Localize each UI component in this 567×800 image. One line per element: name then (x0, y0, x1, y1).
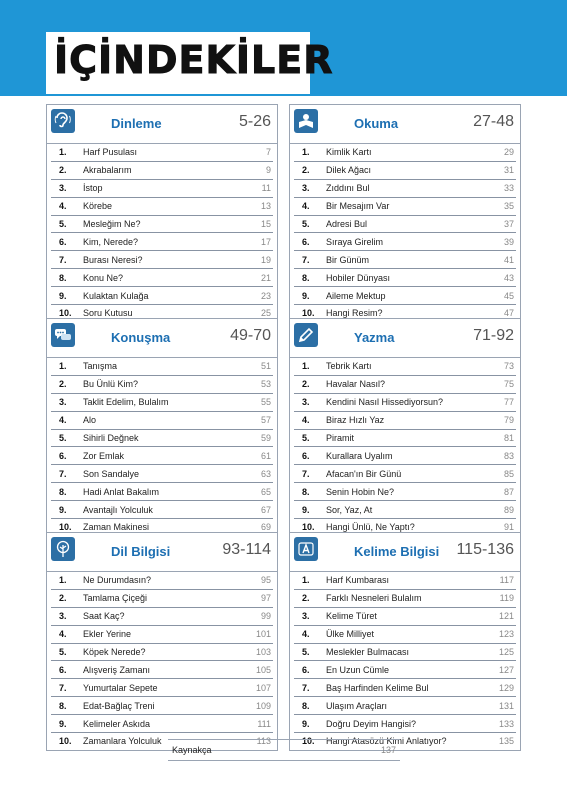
entry-page: 51 (260, 361, 271, 372)
entry-number: 3. (302, 397, 310, 408)
references-row[interactable] (168, 739, 400, 761)
toc-entry[interactable] (294, 626, 516, 644)
entry-title: Aileme Mektup (326, 290, 386, 301)
entry-number: 7. (59, 468, 67, 479)
entry-page: 75 (503, 379, 514, 390)
entry-page: 9 (265, 165, 271, 176)
entry-number: 4. (302, 629, 310, 640)
entry-page: 131 (498, 700, 514, 711)
section-title: Okuma (354, 116, 399, 131)
entry-number: 5. (59, 433, 67, 443)
entry-number: 6. (302, 450, 310, 461)
entry-title: Mesleğim Ne? (83, 219, 141, 229)
entry-number: 3. (302, 183, 310, 194)
toc-entry[interactable] (294, 465, 516, 483)
entry-title: Kimlik Kartı (326, 147, 372, 158)
entry-page: 83 (503, 450, 514, 461)
title-box (46, 32, 334, 94)
entry-number: 8. (302, 486, 310, 497)
entry-title: Ne Durumdasın? (83, 575, 152, 586)
entry-title: Kelime Türet (326, 611, 377, 622)
toc-entry[interactable] (51, 661, 273, 679)
entry-number: 4. (302, 415, 310, 426)
entry-title: Zamanlara Yolculuk (83, 736, 162, 747)
toc-entry[interactable] (294, 376, 516, 394)
toc-entry[interactable] (294, 287, 516, 305)
entry-title: Harf Pusulası (83, 147, 138, 158)
entry-number: 6. (59, 450, 67, 461)
entry-title: Bu Ünlü Kim? (83, 379, 139, 390)
entry-page: 21 (260, 272, 271, 283)
entry-page: 69 (260, 522, 271, 533)
toc-entry[interactable] (294, 608, 516, 626)
entry-title: Sihirli Değnek (83, 433, 139, 443)
entry-page: 97 (260, 593, 271, 604)
entry-number: 2. (302, 165, 310, 176)
entry-page: 59 (260, 433, 271, 443)
entry-number: 3. (302, 611, 310, 622)
entry-title: Adresi Bul (326, 219, 368, 229)
entry-number: 4. (59, 629, 67, 640)
toc-entry[interactable] (294, 501, 516, 519)
toc-entry[interactable] (294, 430, 516, 448)
entry-title: Ülke Milliyet (326, 629, 375, 640)
toc-entry[interactable] (294, 644, 516, 662)
entry-page: 99 (260, 611, 271, 622)
entry-title: Biraz Hızlı Yaz (326, 415, 385, 426)
entry-number: 3. (59, 183, 67, 194)
entry-page: 125 (498, 647, 514, 657)
entry-number: 9. (302, 290, 310, 301)
toc-entry[interactable] (51, 465, 273, 483)
toc-entry[interactable] (51, 608, 273, 626)
toc-entry[interactable] (51, 216, 273, 234)
entry-page: 7 (265, 147, 271, 158)
entry-number: 9. (59, 718, 67, 729)
entry-title: Kulaktan Kulağa (83, 290, 149, 301)
entry-page: 29 (503, 147, 514, 158)
entry-page: 57 (260, 415, 271, 426)
entry-title: Ekler Yerine (83, 629, 132, 640)
toc-entry[interactable] (294, 572, 516, 590)
entry-number: 6. (302, 664, 310, 675)
ear-icon (51, 109, 75, 133)
entry-number: 1. (302, 361, 310, 372)
entry-page: 19 (260, 254, 271, 265)
entry-page: 117 (499, 575, 514, 586)
entry-page: 133 (498, 718, 514, 729)
entry-number: 8. (59, 700, 67, 711)
entry-number: 4. (302, 201, 310, 212)
entry-title: Kim, Nerede? (83, 236, 139, 247)
entry-number: 7. (59, 254, 67, 265)
entry-number: 10. (302, 736, 315, 747)
entry-title: Tanışma (83, 361, 118, 372)
section-page-range: 27-48 (473, 113, 514, 130)
entry-number: 10. (302, 308, 315, 319)
entry-number: 8. (59, 272, 67, 283)
entry-page: 79 (503, 415, 514, 426)
entry-page: 73 (503, 361, 514, 372)
toc-entry[interactable] (51, 287, 273, 305)
toc-entry[interactable] (51, 430, 273, 448)
references-label: Kaynakça (172, 745, 212, 755)
toc-entry[interactable] (51, 233, 273, 251)
entry-page: 47 (503, 308, 514, 319)
reader-icon (294, 109, 318, 133)
entry-number: 1. (302, 147, 310, 158)
speech-bubbles-icon (51, 323, 75, 347)
entry-page: 33 (503, 183, 514, 194)
entry-page: 11 (261, 183, 271, 194)
entry-title: Yumurtalar Sepete (83, 682, 158, 693)
section-title: Yazma (354, 330, 395, 345)
entry-number: 10. (59, 522, 72, 533)
section-header (47, 533, 277, 572)
entry-page: 35 (503, 201, 514, 212)
entry-title: Hangi Ünlü, Ne Yaptı? (326, 522, 415, 533)
entry-number: 9. (302, 504, 310, 515)
entry-page: 41 (503, 254, 514, 265)
entry-number: 6. (59, 236, 67, 247)
toc-entry[interactable] (294, 697, 516, 715)
toc-entry[interactable] (51, 251, 273, 269)
section-3 (46, 318, 278, 537)
entry-title: Afacan'ın Bir Günü (326, 468, 402, 479)
entry-title: Tebrik Kartı (326, 361, 372, 372)
entry-number: 2. (59, 379, 67, 390)
toc-entry[interactable] (294, 162, 516, 180)
entry-title: Zor Emlak (83, 450, 125, 461)
section-title: Kelime Bilgisi (354, 544, 440, 559)
entry-number: 7. (302, 468, 310, 479)
entry-number: 2. (302, 593, 310, 604)
section-1 (46, 104, 278, 323)
entry-page: 15 (260, 219, 271, 229)
entry-number: 1. (59, 361, 67, 372)
entry-page: 39 (503, 236, 514, 247)
entry-title: Baş Harfinden Kelime Bul (326, 682, 429, 693)
references-page: 137 (380, 745, 396, 755)
toc-entry[interactable] (51, 679, 273, 697)
entry-page: 17 (260, 236, 271, 247)
toc-entry[interactable] (51, 358, 273, 376)
entry-number: 7. (302, 254, 310, 265)
toc-entry[interactable] (294, 661, 516, 679)
section-page-range: 93-114 (222, 541, 271, 558)
entry-title: Hangi Resim? (326, 308, 383, 319)
section-page-range: 5-26 (238, 113, 271, 130)
entry-title: Dilek Ağacı (326, 165, 372, 176)
entry-page: 89 (503, 504, 514, 515)
entry-page: 67 (260, 504, 271, 515)
entry-page: 119 (499, 593, 514, 604)
entry-number: 4. (59, 415, 67, 426)
entry-page: 63 (260, 468, 271, 479)
entry-page: 107 (255, 682, 271, 693)
entry-page: 65 (260, 486, 271, 497)
entry-page: 43 (503, 272, 514, 283)
entry-page: 113 (256, 736, 271, 747)
toc-entry[interactable] (51, 572, 273, 590)
entry-title: Kelimeler Askıda (83, 718, 151, 729)
entry-title: Köpek Nerede? (83, 647, 146, 657)
section-header (47, 105, 277, 144)
entry-page: 23 (260, 290, 271, 301)
entry-title: Avantajlı Yolculuk (83, 504, 153, 515)
page-title: İÇİNDEKİLER (54, 38, 334, 82)
entry-page: 13 (260, 201, 271, 212)
entry-title: Zaman Makinesi (83, 522, 150, 533)
entry-number: 9. (59, 504, 67, 515)
toc-entry[interactable] (294, 412, 516, 430)
entry-number: 4. (59, 201, 67, 212)
entry-title: Tamlama Çiçeği (83, 593, 148, 604)
entry-title: İstop (83, 183, 103, 194)
entry-title: Hangi Atasözü Kimi Anlatıyor? (326, 736, 447, 747)
entry-page: 129 (498, 682, 514, 693)
letter-a-icon (294, 537, 318, 561)
entry-page: 53 (260, 379, 271, 390)
entry-title: Alışveriş Zamanı (83, 664, 151, 675)
section-header (290, 319, 520, 358)
toc-entry[interactable] (51, 269, 273, 287)
entry-title: Edat-Bağlaç Treni (83, 700, 155, 711)
entry-page: 25 (260, 308, 271, 319)
entry-title: Hobiler Dünyası (326, 272, 391, 283)
toc-entry[interactable] (294, 216, 516, 234)
entry-number: 9. (302, 718, 310, 729)
entry-number: 1. (59, 147, 67, 158)
toc-entry[interactable] (51, 501, 273, 519)
section-4 (289, 318, 521, 537)
entry-page: 121 (498, 611, 514, 622)
entry-title: Harf Kumbarası (326, 575, 390, 586)
entry-page: 85 (503, 468, 514, 479)
toc-entry[interactable] (294, 180, 516, 198)
toc-entry[interactable] (51, 162, 273, 180)
entry-title: Senin Hobin Ne? (326, 486, 395, 497)
entry-number: 9. (59, 290, 67, 301)
section-title: Konuşma (111, 330, 171, 345)
entry-page: 101 (255, 629, 271, 640)
entry-page: 61 (260, 450, 271, 461)
entry-number: 5. (302, 433, 310, 443)
entry-title: Piramit (326, 433, 355, 443)
entry-number: 1. (302, 575, 310, 586)
entry-page: 109 (255, 700, 271, 711)
entry-number: 6. (59, 664, 67, 675)
toc-entry[interactable] (51, 198, 273, 216)
entry-number: 5. (59, 647, 67, 657)
toc-entry[interactable] (294, 144, 516, 162)
entry-number: 8. (302, 272, 310, 283)
entry-page: 103 (255, 647, 271, 657)
entry-number: 7. (59, 682, 67, 693)
entry-page: 135 (498, 736, 514, 747)
entry-page: 123 (498, 629, 514, 640)
toc-entry[interactable] (51, 644, 273, 662)
entry-page: 77 (503, 397, 514, 408)
toc-entry[interactable] (294, 269, 516, 287)
toc-entry[interactable] (51, 590, 273, 608)
toc-entry[interactable] (51, 697, 273, 715)
toc-entry[interactable] (294, 447, 516, 465)
entry-page: 55 (260, 397, 271, 408)
section-page-range: 49-70 (230, 327, 271, 344)
toc-entry[interactable] (294, 233, 516, 251)
entry-number: 10. (59, 736, 72, 747)
entry-title: Bir Günüm (326, 254, 370, 265)
entry-title: Körebe (83, 201, 113, 212)
entry-title: Saat Kaç? (83, 611, 125, 622)
entry-title: Meslekler Bulmacası (326, 647, 410, 657)
entry-page: 91 (503, 522, 514, 533)
toc-entry[interactable] (51, 394, 273, 412)
entry-page: 105 (255, 664, 271, 675)
toc-entry[interactable] (294, 394, 516, 412)
pencil-icon (294, 323, 318, 347)
entry-number: 7. (302, 682, 310, 693)
toc-entry[interactable] (51, 180, 273, 198)
entry-page: 127 (498, 664, 514, 675)
toc-entry[interactable] (294, 198, 516, 216)
toc-entry[interactable] (294, 679, 516, 697)
section-header (290, 105, 520, 144)
toc-entry[interactable] (51, 483, 273, 501)
section-header (47, 319, 277, 358)
entry-number: 2. (59, 593, 67, 604)
entry-title: Kurallara Uyalım (326, 450, 393, 461)
tree-icon (51, 537, 75, 561)
entry-title: Taklit Edelim, Bulalım (83, 397, 169, 408)
entry-number: 5. (302, 647, 310, 657)
entry-number: 3. (59, 611, 67, 622)
section-title: Dinleme (111, 116, 162, 131)
entry-title: Konu Ne? (83, 272, 124, 283)
entry-title: Kendini Nasıl Hissediyorsun? (326, 397, 444, 408)
entry-page: 95 (260, 575, 271, 586)
section-6 (289, 532, 521, 751)
entry-page: 81 (503, 433, 514, 443)
section-page-range: 115-136 (456, 541, 514, 558)
entry-title: Son Sandalye (83, 468, 140, 479)
entry-number: 3. (59, 397, 67, 408)
entry-page: 37 (503, 219, 514, 229)
entry-title: Soru Kutusu (83, 308, 133, 319)
entry-page: 87 (503, 486, 514, 497)
toc-entry[interactable] (51, 447, 273, 465)
toc-entry[interactable] (294, 590, 516, 608)
entry-title: Ulaşım Araçları (326, 700, 388, 711)
toc-entry[interactable] (294, 715, 516, 733)
toc-entry[interactable] (294, 358, 516, 376)
toc-entry[interactable] (294, 251, 516, 269)
entry-title: Zıddını Bul (326, 183, 370, 194)
entry-number: 10. (302, 522, 315, 533)
entry-title: Sıraya Girelim (326, 236, 384, 247)
toc-entry[interactable] (51, 376, 273, 394)
entry-number: 6. (302, 236, 310, 247)
entry-page: 111 (257, 718, 271, 729)
entry-title: Sor, Yaz, At (326, 504, 373, 515)
entry-number: 5. (302, 219, 310, 229)
entry-number: 2. (59, 165, 67, 176)
entry-title: Hadi Anlat Bakalım (83, 486, 160, 497)
entry-title: Alo (83, 415, 97, 426)
section-page-range: 71-92 (473, 327, 514, 344)
entry-number: 8. (302, 700, 310, 711)
entry-number: 1. (59, 575, 67, 586)
entry-number: 5. (59, 219, 67, 229)
toc-entry[interactable] (51, 144, 273, 162)
entry-page: 31 (503, 165, 514, 176)
toc-entry[interactable] (51, 715, 273, 733)
entry-title: Havalar Nasıl? (326, 379, 386, 390)
entry-title: Doğru Deyim Hangisi? (326, 718, 417, 729)
entry-number: 8. (59, 486, 67, 497)
entry-number: 2. (302, 379, 310, 390)
toc-entry[interactable] (294, 483, 516, 501)
entry-title: Farklı Nesneleri Bulalım (326, 593, 422, 604)
entry-title: Bir Mesajım Var (326, 201, 390, 212)
entry-page: 45 (503, 290, 514, 301)
section-2 (289, 104, 521, 323)
toc-entry[interactable] (51, 626, 273, 644)
section-5 (46, 532, 278, 751)
section-title: Dil Bilgisi (111, 544, 171, 559)
entry-title: Burası Neresi? (83, 254, 143, 265)
toc-entry[interactable] (51, 412, 273, 430)
entry-number: 10. (59, 308, 72, 319)
section-header (290, 533, 520, 572)
entry-title: Akrabalarım (83, 165, 132, 176)
entry-title: En Uzun Cümle (326, 664, 390, 675)
